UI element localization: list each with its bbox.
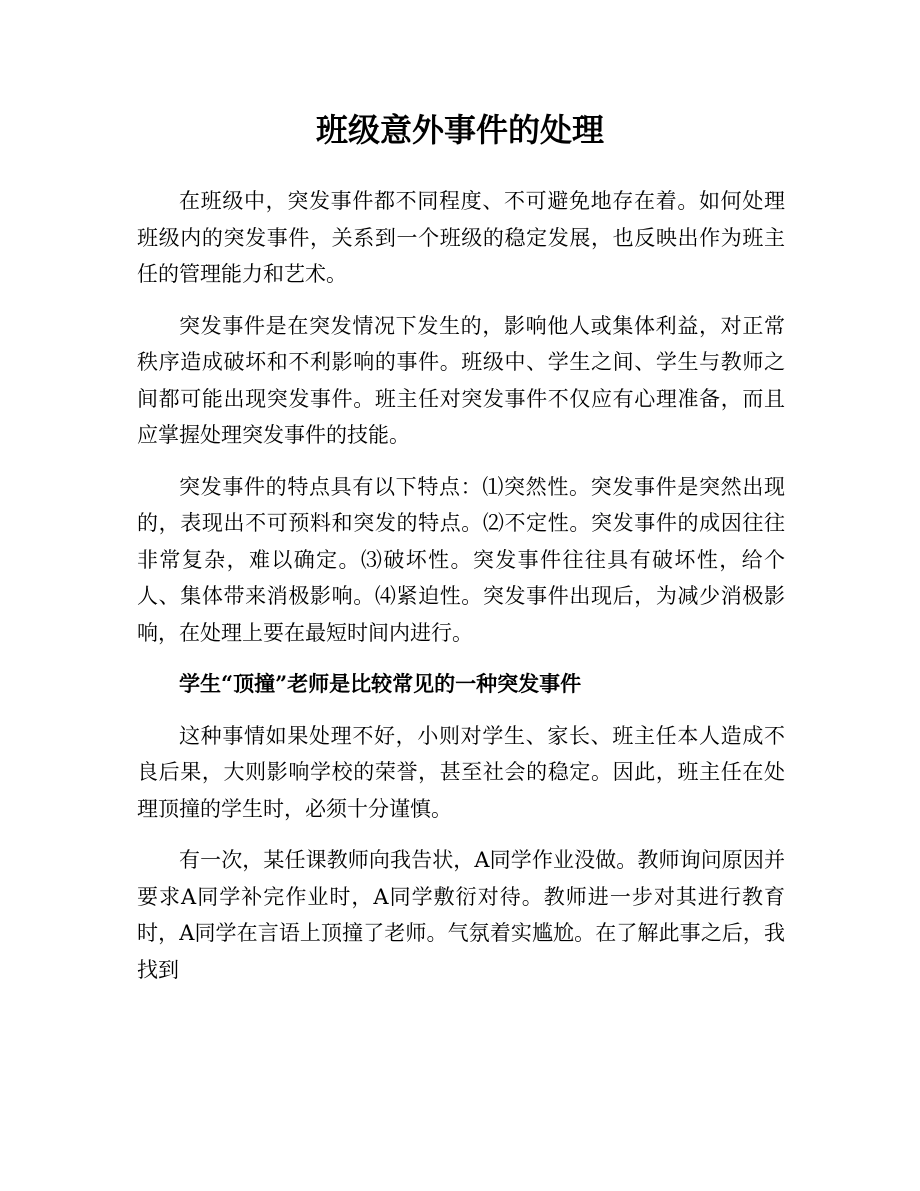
paragraph-case-story: 有一次，某任课教师向我告状，A同学作业没做。教师询问原因并要求A同学补完作业时，A同学敷衍对待。教师进一步对其进行教育时，A同学在言语上顶撞了老师。气氛着实尴尬。在了解此事之后，我找到	[137, 848, 785, 982]
paragraph-consequences: 这种事情如果处理不好，小则对学生、家长、班主任本人造成不良后果，大则影响学校的荣誉，甚至社会的稳定。因此，班主任在处理顶撞的学生时，必须十分谨慎。	[137, 723, 785, 821]
section-heading: 学生“顶撞”老师是比较常见的一种突发事件	[179, 671, 582, 696]
paragraph-characteristics: 突发事件的特点具有以下特点：⑴突然性。突发事件是突然出现的，表现出不可预料和突发的特点。⑵不定性。突发事件的成因往往非常复杂，难以确定。⑶破坏性。突发事件往往具有破坏性，给个人、集体带来消极影响。⑷紧迫性。突发事件出现后，为减少消极影响，在处理上要在最短时间内进行。	[137, 474, 785, 645]
page-title: 班级意外事件的处理	[315, 111, 604, 149]
document-body	[137, 183, 785, 1003]
paragraph-definition: 突发事件是在突发情况下发生的，影响他人或集体利益，对正常秩序造成破坏和不利影响的事件。班级中、学生之间、学生与教师之间都可能出现突发事件。班主任对突发事件不仅应有心理准备，而且应掌握处理突发事件的技能。	[137, 313, 785, 447]
paragraph-intro: 在班级中，突发事件都不同程度、不可避免地存在着。如何处理班级内的突发事件，关系到一个班级的稳定发展，也反映出作为班主任的管理能力和艺术。	[137, 189, 785, 286]
